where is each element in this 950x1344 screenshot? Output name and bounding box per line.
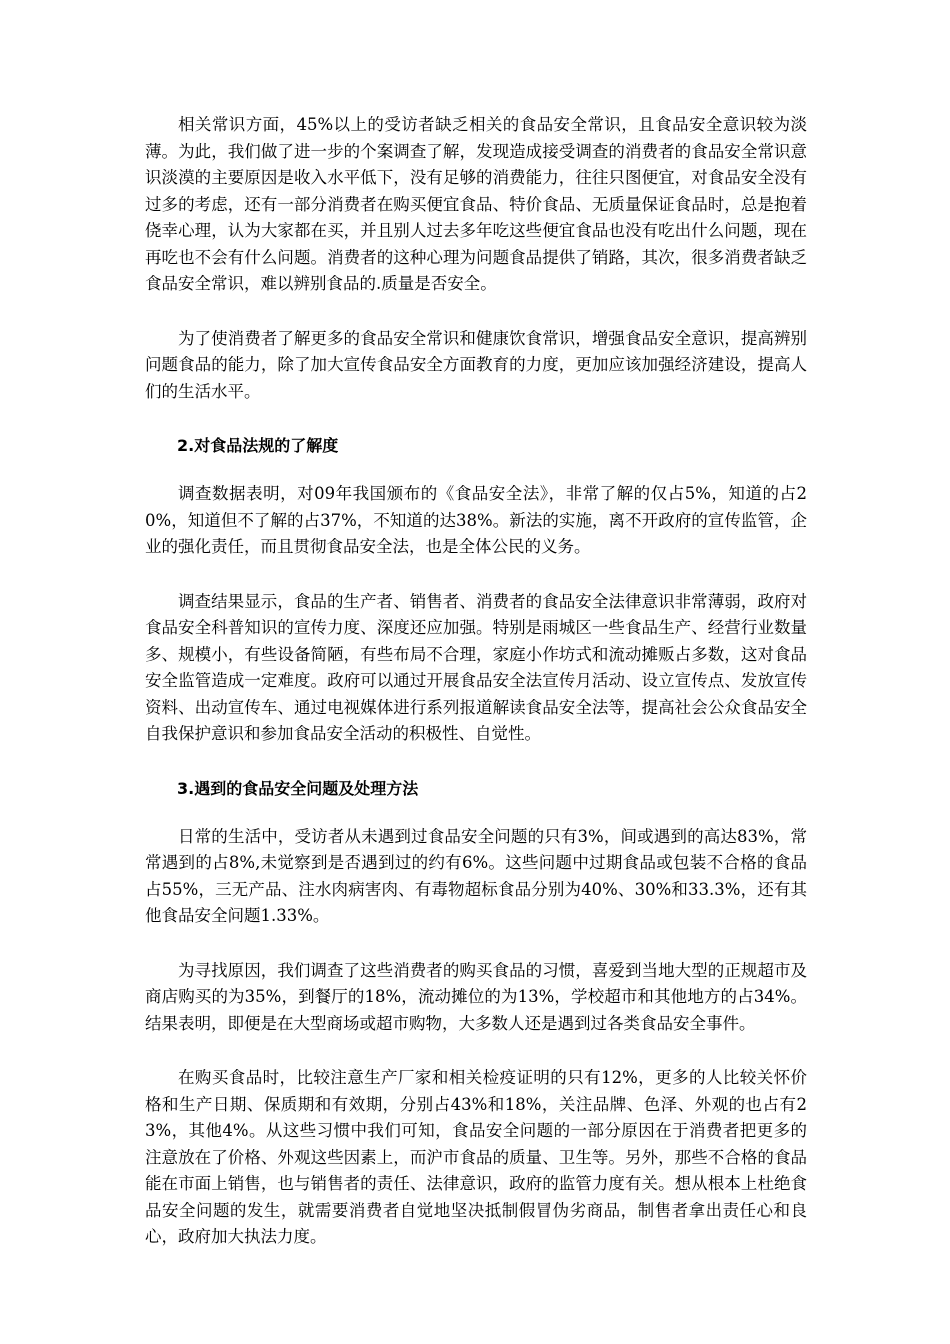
section-heading-problems: 3.遇到的食品安全问题及处理方法 xyxy=(177,778,419,798)
paragraph-awareness-suggestion: 为了使消费者了解更多的食品安全常识和健康饮食常识，增强食品安全意识，提高辨别问题食品的能力，除了加大宣传食品安全方面教育的力度，更加应该加强经济建设，提高人们的生活水平。 xyxy=(145,328,807,401)
paragraph-law-awareness: 调查结果显示，食品的生产者、销售者、消费者的食品安全法律意识非常薄弱，政府对食品安全科普知识的宣传力度、深度还应加强。特别是雨城区一些食品生产、经营行业数量多、规模小，有些设备简陋，有些布局不合理，家庭小作坊式和流动摊贩占多数，这对食品安全监管造成一定难度。政府可以通过开展食品安全法宣传月活动、设立宣传点、发放宣传资料、出动宣传车、通过电视媒体进行系列报道解读食品安全法等，提高社会公众食品安全自我保护意识和参加食品安全活动的积极性、自觉性。 xyxy=(145,591,807,743)
paragraph-problems-encountered: 日常的生活中，受访者从未遇到过食品安全问题的只有3%，间或遇到的高达83%，常常遇到的占8%,未觉察到是否遇到过的约有6%。这些问题中过期食品或包装不合格的食品占55%，三无产品、注水肉病害肉、有毒物超标食品分别为40%、30%和33.3%，还有其他食品安全问题1.33%。 xyxy=(145,826,807,925)
document-page xyxy=(145,112,807,1279)
paragraph-law-knowledge: 调查数据表明，对09年我国颁布的《食品安全法》，非常了解的仅占5%，知道的占20%，知道但不了解的占37%，不知道的达38%。新法的实施，离不开政府的宣传监管，企业的强化责任，而且贯彻食品安全法，也是全体公民的义务。 xyxy=(145,484,807,556)
paragraph-common-knowledge: 相关常识方面，45%以上的受访者缺乏相关的食品安全常识，且食品安全意识较为淡薄。为此，我们做了进一步的个案调查了解，发现造成接受调查的消费者的食品安全常识意识淡漠的主要原因是收入水平低下，没有足够的消费能力，往往只图便宜，对食品安全没有过多的考虑，还有一部分消费者在购买便宜食品、特价食品、无质量保证食品时，总是抱着侥幸心理，认为大家都在买，并且别人过去多年吃这些便宜食品也没有吃出什么问题，现在再吃也不会有什么问题。消费者的这种心理为问题食品提供了销路，其次，很多消费者缺乏食品安全常识，难以辨别食品的.质量是否安全。 xyxy=(145,115,807,293)
section-heading-regulations: 2.对食品法规的了解度 xyxy=(177,436,339,455)
paragraph-shopping-habits: 为寻找原因，我们调查了这些消费者的购买食品的习惯，喜爱到当地大型的正规超市及商店购买的为35%，到餐厅的18%，流动摊位的为13%，学校超市和其他地方的占34%。结果表明，即便是在大型商场或超市购物，大多数人还是遇到过各类食品安全事件。 xyxy=(145,960,807,1033)
paragraph-purchase-attention: 在购买食品时，比较注意生产厂家和相关检疫证明的只有12%，更多的人比较关怀价格和生产日期、保质期和有效期，分别占43%和18%，关注品牌、色泽、外观的也占有23%，其他4%。从这些习惯中我们可知，食品安全问题的一部分原因在于消费者把更多的注意放在了价格、外观这些因素上，而沪市食品的质量、卫生等。另外，那些不合格的食品能在市面上销售，也与销售者的责任、法律意识，政府的监管力度有关。想从根本上杜绝食品安全问题的发生，就需要消费者自觉地坚决抵制假冒伪劣商品，制售者拿出责任心和良心，政府加大执法力度。 xyxy=(145,1068,807,1246)
